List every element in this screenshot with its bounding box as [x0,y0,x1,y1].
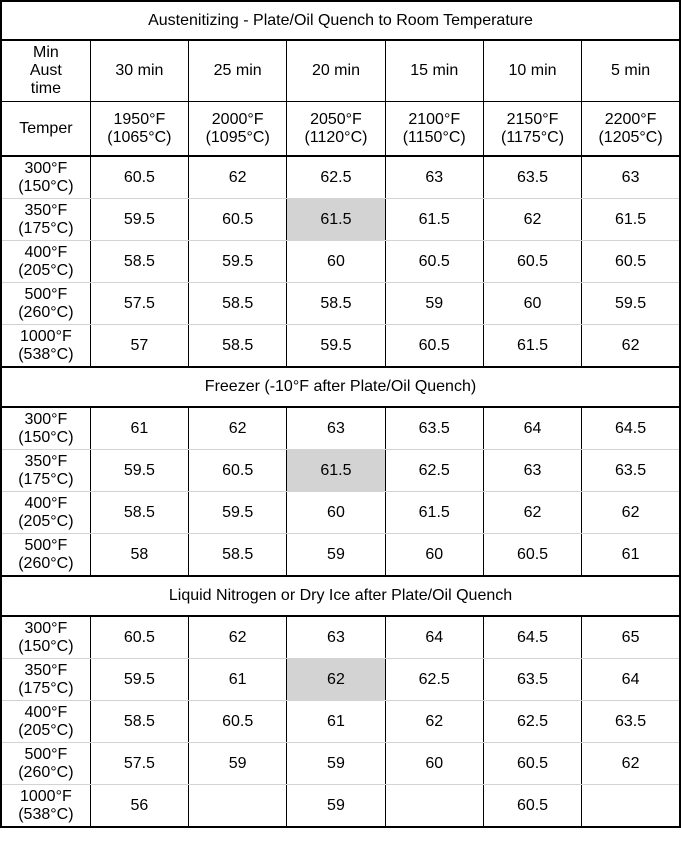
aust-temp-cell [385,102,483,157]
hardness-cell: 61 [90,407,188,450]
hardness-cell [189,785,287,828]
hardness-cell: 63 [287,616,385,659]
hardness-cell: 59 [287,743,385,785]
table-row [1,785,680,828]
temp-c: (150°C) [18,177,74,195]
hardness-cell: 64.5 [483,616,581,659]
hardness-cell [385,785,483,828]
hardness-cell: 59 [287,785,385,828]
temper-temp-cell [1,450,90,492]
aust-time-row [1,40,680,102]
hardness-cell: 62 [582,492,680,534]
aust-time-cell: 25 min [189,40,287,102]
temper-temp-cell [1,156,90,199]
hardness-cell: 57.5 [90,743,188,785]
hardness-cell: 62.5 [385,659,483,701]
hardness-cell: 59.5 [189,492,287,534]
hardness-cell: 61 [189,659,287,701]
hardness-cell: 60.5 [483,743,581,785]
hardness-cell: 62.5 [385,450,483,492]
temp-f: 300°F [24,410,68,428]
hardness-cell: 61.5 [385,492,483,534]
temp-f: 300°F [24,159,68,177]
temp-c: (260°C) [18,303,74,321]
hardness-cell: 59 [189,743,287,785]
temp-f: 400°F [24,494,68,512]
temp-c: (205°C) [18,261,74,279]
hardness-cell: 62 [189,616,287,659]
hardness-cell: 60.5 [483,785,581,828]
temper-temp-cell [1,616,90,659]
table-row [1,659,680,701]
hardness-cell: 65 [582,616,680,659]
temp-c: (150°C) [18,428,74,446]
hardness-cell: 62 [385,701,483,743]
hardness-cell: 64.5 [582,407,680,450]
hardness-cell: 60.5 [483,241,581,283]
temper-temp-cell [1,785,90,828]
temper-temp-cell [1,743,90,785]
hardness-cell: 60 [483,283,581,325]
hardness-cell: 60.5 [483,534,581,577]
temp-c: (1095°C) [205,128,270,146]
hardness-cell: 58.5 [90,492,188,534]
temp-f: 350°F [24,201,68,219]
hardness-cell: 58.5 [287,283,385,325]
table-row [1,407,680,450]
temp-f: 500°F [24,536,68,554]
hardness-cell: 59 [385,283,483,325]
table-row [1,616,680,659]
hardness-cell: 56 [90,785,188,828]
aust-time-cell: 15 min [385,40,483,102]
hardness-cell: 61.5 [385,199,483,241]
hardness-cell: 63.5 [582,450,680,492]
hardness-cell: 60.5 [385,241,483,283]
hardness-cell: 58.5 [189,283,287,325]
hardness-cell: 60.5 [90,616,188,659]
hardness-cell: 58.5 [189,325,287,368]
table-row [1,743,680,785]
hardness-cell: 62 [483,492,581,534]
hardness-cell: 62.5 [483,701,581,743]
temp-f: 400°F [24,243,68,261]
hardness-cell: 60.5 [189,199,287,241]
hardness-cell: 61.5 [582,199,680,241]
temp-f: 2000°F [211,110,264,128]
hardness-cell: 59.5 [287,325,385,368]
temp-f: 500°F [24,285,68,303]
table-row [1,701,680,743]
temp-f: 300°F [24,619,68,637]
aust-temp-cell [90,102,188,157]
section-title: Liquid Nitrogen or Dry Ice after Plate/Oil Quench [1,576,680,616]
temper-temp-cell [1,325,90,368]
aust-label-line: time [30,80,61,97]
hardness-cell: 59.5 [582,283,680,325]
table-row [1,492,680,534]
temp-c: (260°C) [18,554,74,572]
hardness-cell: 60 [287,492,385,534]
hardness-cell: 63 [385,156,483,199]
temp-c: (1120°C) [304,128,368,146]
hardness-cell: 63 [287,407,385,450]
temp-f: 350°F [24,661,68,679]
temp-f: 350°F [24,452,68,470]
hardness-cell: 61 [621,545,640,563]
hardness-cell: 60.5 [189,701,287,743]
hardness-cell: 60.5 [385,325,483,368]
table-row [1,283,680,325]
table-row [1,199,680,241]
temp-c: (538°C) [18,805,74,823]
temper-temp-cell [1,659,90,701]
hardness-cell: 61.5 [287,450,385,492]
table-body [1,1,680,827]
temper-temp-cell [1,492,90,534]
aust-temp-row [1,102,680,157]
temp-c: (175°C) [18,470,74,488]
temp-f: 2050°F [310,110,362,128]
hardness-cell: 64 [582,659,680,701]
hardness-cell: 59.5 [189,241,287,283]
temp-f: 1000°F [19,787,72,805]
aust-time-cell: 20 min [287,40,385,102]
hardness-cell: 58 [90,534,188,577]
table-row [1,325,680,368]
temper-temp-cell [1,407,90,450]
hardness-cell: 62 [621,336,640,354]
temp-f: 2100°F [408,110,461,128]
temp-c: (260°C) [18,763,74,781]
hardness-cell: 63.5 [483,156,581,199]
hardness-cell: 62 [189,156,287,199]
aust-temp-cell [483,102,581,157]
temp-c: (1150°C) [402,128,466,146]
hardness-cell: 57 [90,325,188,368]
hardness-cell: 62 [483,199,581,241]
table-row [1,534,680,577]
temper-temp-cell [1,199,90,241]
aust-label-line: Aust [29,62,62,79]
table-title: Austenitizing - Plate/Oil Quench to Room Temperature [1,1,680,40]
temp-c: (1205°C) [598,128,663,146]
temp-f: 1000°F [19,327,72,345]
aust-temp-cell [582,102,680,157]
temper-temp-cell [1,283,90,325]
aust-label-line: Min [32,44,59,61]
hardness-cell [582,785,680,828]
hardness-cell: 59 [287,534,385,577]
title-row [1,1,680,40]
temp-c: (1175°C) [501,128,565,146]
hardness-cell: 60 [385,534,483,577]
temper-temp-cell [1,534,90,577]
hardness-cell: 63 [483,450,581,492]
temp-c: (1065°C) [107,128,172,146]
hardness-cell: 59.5 [90,659,188,701]
hardness-cell: 58.5 [189,534,287,577]
hardness-cell: 61.5 [287,199,385,241]
temper-temp-cell [1,701,90,743]
temp-f: 500°F [24,745,68,763]
temp-f: 2150°F [506,110,559,128]
hardness-cell: 60 [385,743,483,785]
aust-temp-cell [287,102,385,157]
temper-temp-cell [1,241,90,283]
temp-c: (150°C) [18,637,74,655]
aust-time-cell: 10 min [483,40,581,102]
temp-c: (205°C) [18,721,74,739]
aust-time-cell: 5 min [582,40,680,102]
temp-c: (175°C) [18,219,74,237]
hardness-cell: 62 [287,659,385,701]
hardness-cell: 61.5 [483,325,581,368]
temp-f: 2200°F [604,110,657,128]
temp-c: (538°C) [18,345,74,363]
table-row [1,156,680,199]
hardness-cell: 64 [483,407,581,450]
aust-temp-cell [189,102,287,157]
hardness-cell: 57.5 [90,283,188,325]
hardness-cell: 59.5 [90,199,188,241]
temp-c: (205°C) [18,512,74,530]
temper-label: Temper [1,102,90,157]
hardness-cell: 62 [582,743,680,785]
aust-time-label [1,40,90,102]
hardness-cell: 62.5 [287,156,385,199]
table-row [1,450,680,492]
section-title-row [1,576,680,616]
hardness-cell: 58.5 [90,241,188,283]
hardness-cell: 58.5 [90,701,188,743]
temp-f: 1950°F [113,110,166,128]
aust-time-cell: 30 min [90,40,188,102]
hardness-cell: 59.5 [90,450,188,492]
hardness-cell: 63.5 [483,659,581,701]
hardness-cell: 63.5 [385,407,483,450]
hardness-cell: 60 [287,241,385,283]
hardness-cell: 63.5 [582,701,680,743]
hardness-cell: 61 [287,701,385,743]
hardness-cell: 60.5 [582,241,680,283]
section-title-row [1,367,680,407]
hardness-cell: 60.5 [90,156,188,199]
section-title: Freezer (-10°F after Plate/Oil Quench) [1,367,680,407]
hardness-cell: 64 [385,616,483,659]
table-row [1,241,680,283]
hardness-cell: 60.5 [189,450,287,492]
temp-f: 400°F [24,703,68,721]
hardness-cell: 62 [189,407,287,450]
temp-c: (175°C) [18,679,74,697]
hardness-cell: 63 [582,156,680,199]
